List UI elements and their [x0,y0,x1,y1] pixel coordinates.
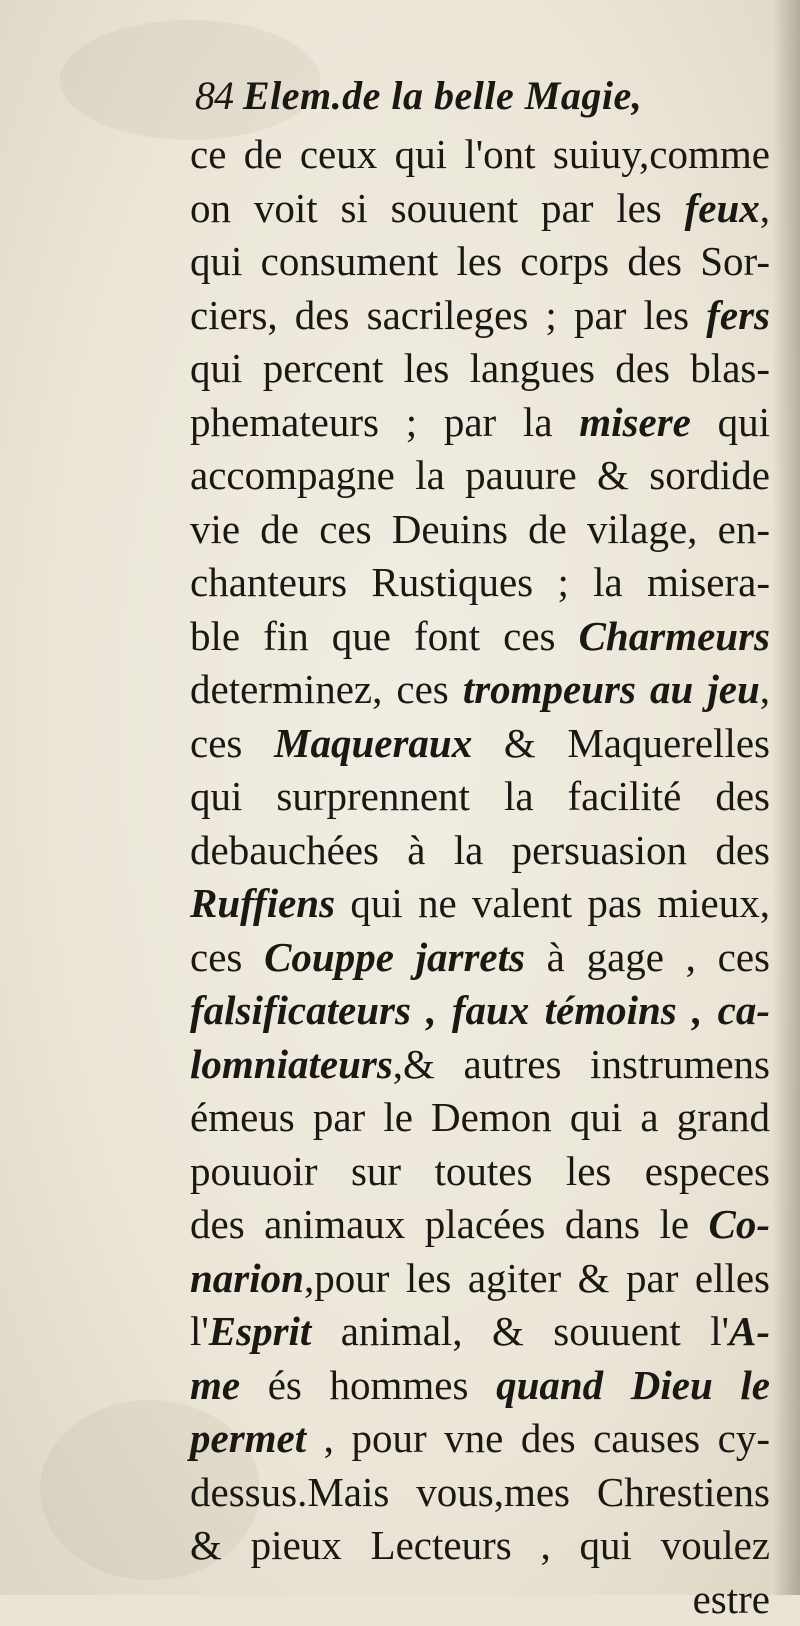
text-segment: on voit si souuent par les [190,185,685,231]
italic-segment: narion [190,1255,304,1301]
page-number: 84 [195,73,233,118]
text-segment: dessus.Mais vous,mes Chrestiens [190,1469,770,1515]
text-segment: animal, & souuent l' [311,1308,729,1354]
text-segment: phemateurs ; par la [190,399,579,445]
text-segment: vie de ces Deuins de vilage, en- [190,506,770,552]
italic-segment: A- [729,1308,770,1354]
text-line [190,396,770,450]
text-segment: accompagne la pauure & sordide [190,452,770,498]
text-line [190,663,770,717]
text-line [190,717,770,771]
text-line [190,931,770,985]
text-line [190,342,770,396]
text-line [190,235,770,289]
italic-segment: lomniateurs [190,1041,393,1087]
italic-segment: fers [706,292,770,338]
text-line [190,1198,770,1252]
text-segment: ces [190,720,274,766]
text-line [190,128,770,182]
italic-segment: permet [190,1415,306,1461]
text-segment: qui [691,399,770,445]
text-line [190,610,770,664]
italic-segment: me [190,1362,240,1408]
running-title: Elem.de la belle Magie, [243,73,642,118]
text-segment: des animaux placées dans le [190,1201,709,1247]
text-line [190,1305,770,1359]
text-segment: à gage , ces [525,934,770,980]
italic-segment: Couppe jarrets [264,934,525,980]
text-line [190,1519,770,1573]
text-line [190,824,770,878]
text-segment: ,pour les agiter & par elles [304,1255,770,1301]
text-segment: pouuoir sur toutes les especes [190,1148,770,1194]
text-line [190,556,770,610]
text-line [190,503,770,557]
italic-segment: feux [685,185,760,231]
text-line [190,1573,770,1626]
text-line [190,1038,770,1092]
text-segment: ces [190,934,264,980]
text-segment: ble fin que font ces [190,613,579,659]
text-segment: l' [190,1308,209,1354]
text-segment: , [760,185,770,231]
italic-segment: Esprit [209,1308,312,1354]
text-segment: estre [693,1576,770,1622]
italic-segment: quand Dieu le [496,1362,770,1408]
text-line [190,984,770,1038]
text-line [190,1252,770,1306]
text-line [190,770,770,824]
text-line [190,1359,770,1413]
text-segment: ,& autres instrumens [393,1041,770,1087]
text-segment: debauchées à la persuasion des [190,827,770,873]
italic-segment: trompeurs au jeu [463,666,760,712]
text-segment: & Maquerelles [472,720,770,766]
text-line [190,1466,770,1520]
italic-segment: Ruffiens [190,880,335,926]
text-segment: qui surprennent la facilité des [190,773,770,819]
text-segment: & pieux Lecteurs , qui voulez [190,1522,770,1568]
text-line [190,289,770,343]
text-line [190,182,770,236]
text-line [190,877,770,931]
italic-segment: Co- [709,1201,771,1247]
text-segment: qui ne valent pas mieux, [335,880,770,926]
text-line [190,1412,770,1466]
italic-segment: misere [579,399,691,445]
italic-segment: Maqueraux [274,720,472,766]
text-segment: , pour vne des causes cy- [306,1415,770,1461]
text-segment: ce de ceux qui l'ont suiuy,comme [190,131,770,177]
text-line [190,1091,770,1145]
text-segment: chanteurs Rustiques ; la misera- [190,559,770,605]
text-segment: , [760,666,770,712]
running-header [195,72,642,124]
text-segment: determinez, ces [190,666,463,712]
binding-shadow [772,0,800,1595]
text-line [190,1145,770,1199]
text-segment: émeus par le Demon qui a grand [190,1094,770,1140]
text-line [190,449,770,503]
text-segment: és hommes [240,1362,496,1408]
body-text [190,128,770,1626]
text-segment: ciers, des sacrileges ; par les [190,292,706,338]
text-segment: qui consument les corps des Sor- [190,238,770,284]
italic-segment: falsificateurs , faux témoins , ca- [190,987,770,1033]
italic-segment: Charmeurs [579,613,770,659]
text-segment: qui percent les langues des blas- [190,345,770,391]
